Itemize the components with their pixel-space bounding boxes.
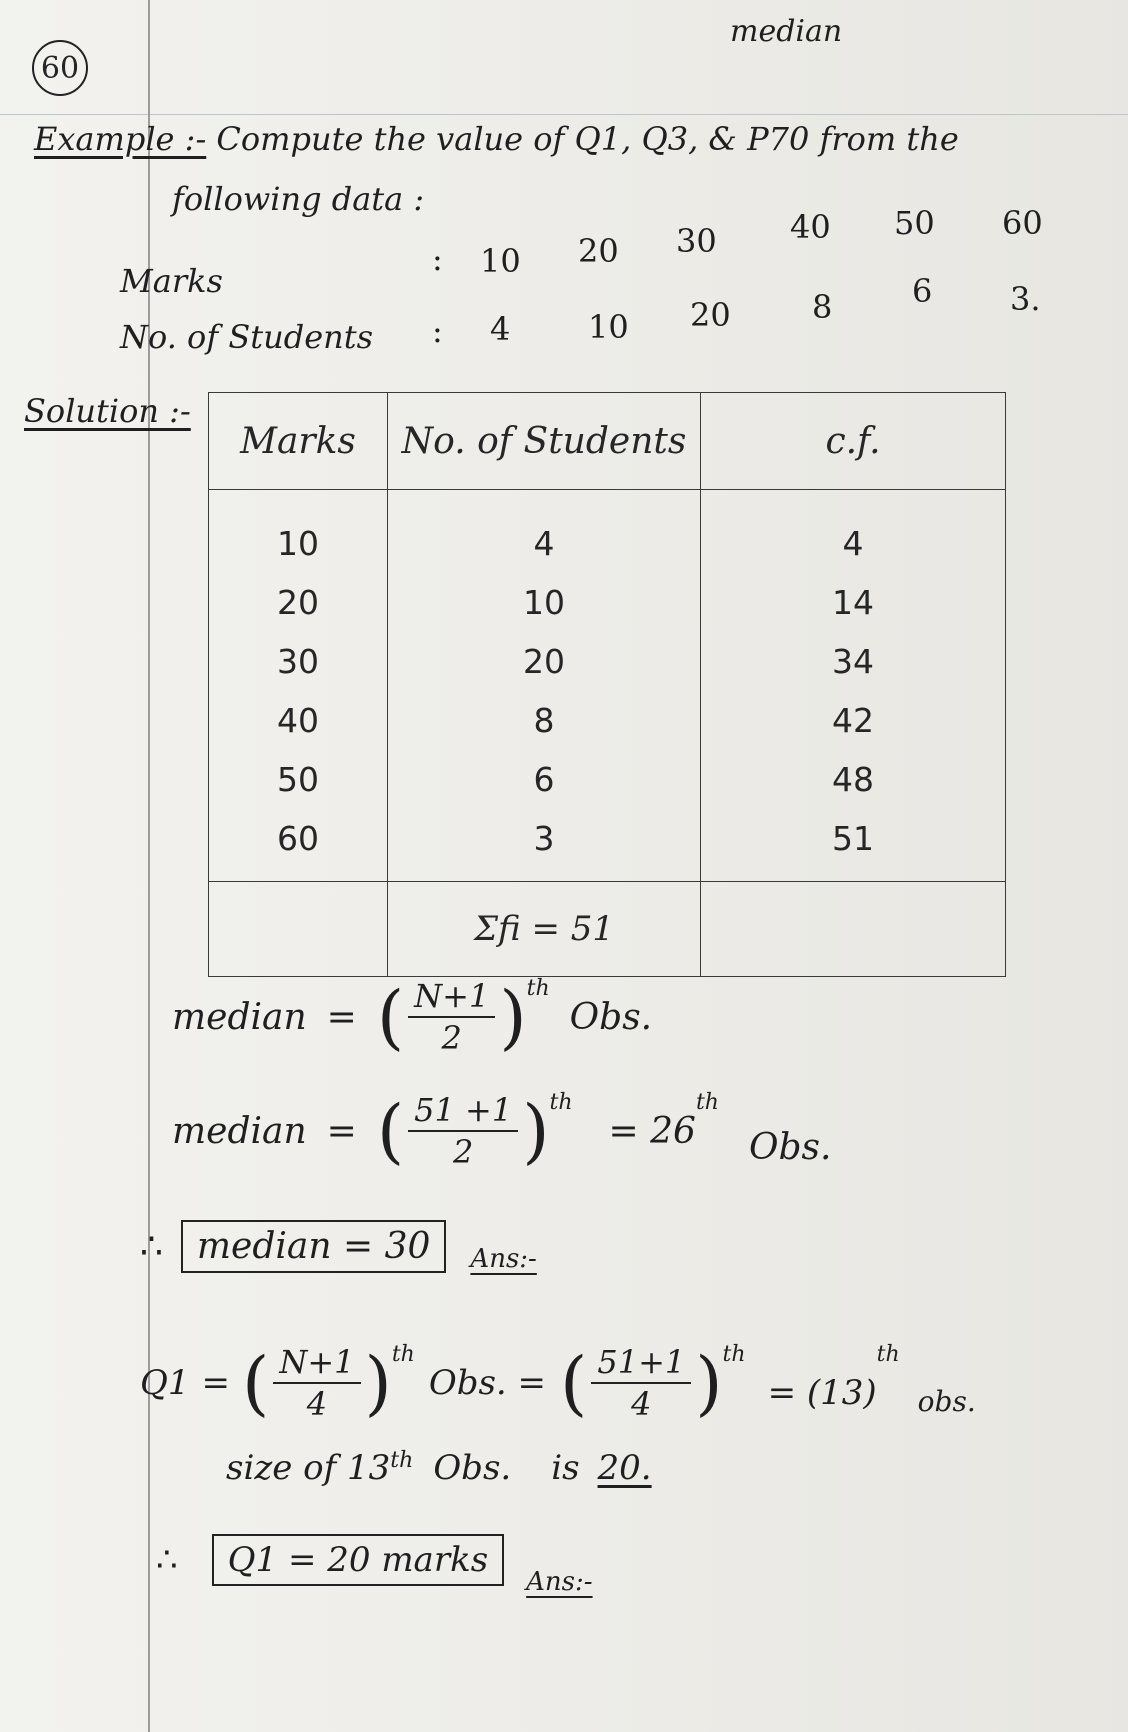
obs-label: Obs. xyxy=(748,1126,832,1168)
paren-close: ) xyxy=(522,1090,550,1172)
median-answer-box: median = 30 xyxy=(181,1220,447,1273)
table-cell: 30 xyxy=(277,642,319,681)
paren-open: ( xyxy=(376,976,405,1058)
fraction-numerator: N+1 xyxy=(273,1342,360,1384)
page-number: 60 xyxy=(32,40,88,96)
paren-close: ) xyxy=(364,1342,392,1424)
q1-size-line xyxy=(226,1448,652,1488)
given-student-value: 4 xyxy=(490,310,511,348)
table-cell: 4 xyxy=(533,524,555,563)
q1-answer-box: Q1 = 20 marks xyxy=(212,1534,505,1586)
table-cell: 8 xyxy=(533,701,555,740)
q1-answer xyxy=(156,1534,593,1597)
fraction xyxy=(408,976,495,1058)
given-mark-value: 30 xyxy=(676,222,717,260)
table-cell-empty xyxy=(701,882,1006,977)
obs-label: Obs. xyxy=(433,1448,512,1488)
fraction xyxy=(408,1090,518,1172)
fraction-numerator: 51+1 xyxy=(591,1342,691,1384)
median-result: = 26 xyxy=(608,1110,696,1152)
superscript: th xyxy=(391,1342,415,1367)
given-colon-2: : xyxy=(432,312,443,350)
example-text-line2: following data : xyxy=(172,180,425,218)
table-cell: 10 xyxy=(277,524,319,563)
fraction-numerator: N+1 xyxy=(408,976,495,1018)
paren-close: ) xyxy=(695,1342,723,1424)
table-cell: 40 xyxy=(277,701,319,740)
students-column xyxy=(388,490,701,882)
paren-open: ( xyxy=(376,1090,405,1172)
table-cell: 34 xyxy=(832,642,874,681)
table-cell: 10 xyxy=(523,583,565,622)
ans-label: Ans:- xyxy=(470,1243,537,1274)
margin-line xyxy=(148,0,150,1732)
table-cell: 51 xyxy=(832,819,874,858)
given-student-value: 6 xyxy=(912,272,933,310)
table-cell: 48 xyxy=(832,760,874,799)
median-formula xyxy=(172,976,652,1058)
is-text: is xyxy=(551,1448,580,1488)
fraction-denominator: 4 xyxy=(631,1385,652,1423)
median-answer xyxy=(140,1220,537,1273)
superscript: th xyxy=(876,1342,900,1367)
table-total-row xyxy=(209,882,1006,977)
frequency-table xyxy=(208,392,1006,977)
table-cell: 6 xyxy=(533,760,555,799)
table-cell: 20 xyxy=(523,642,565,681)
table-header: No. of Students xyxy=(388,393,701,490)
q1-size-value: 20. xyxy=(597,1448,652,1488)
given-mark-value: 60 xyxy=(1002,204,1043,242)
paren-open: ( xyxy=(242,1342,270,1424)
example-heading xyxy=(34,120,959,158)
table-cell: 50 xyxy=(277,760,319,799)
example-label: Example :- xyxy=(34,120,207,158)
superscript: th xyxy=(695,1090,719,1115)
table-body-row xyxy=(209,490,1006,882)
paren-open: ( xyxy=(560,1342,588,1424)
fraction-denominator: 2 xyxy=(452,1133,474,1171)
table-cell: 20 xyxy=(277,583,319,622)
table-cell: 14 xyxy=(832,583,874,622)
table-header: c.f. xyxy=(701,393,1006,490)
fraction xyxy=(591,1342,691,1424)
obs-equals: Obs. = xyxy=(428,1363,547,1403)
superscript: th xyxy=(390,1448,414,1473)
table-cell: 3 xyxy=(533,819,555,858)
table-cell-empty xyxy=(209,882,388,977)
given-students-label: No. of Students xyxy=(120,318,374,356)
insert-word-median: median xyxy=(730,14,843,49)
given-mark-value: 10 xyxy=(480,242,521,280)
equals-sign: = xyxy=(326,1110,357,1152)
table-cell: 60 xyxy=(277,819,319,858)
therefore-symbol: ∴ xyxy=(140,1226,163,1267)
q1-formula xyxy=(140,1342,976,1424)
obs-label: Obs. xyxy=(569,996,653,1038)
q1-label: Q1 xyxy=(140,1363,190,1403)
paren-close: ) xyxy=(499,976,527,1058)
q1-result: = (13) xyxy=(767,1373,877,1413)
fraction xyxy=(273,1342,360,1424)
given-marks-label: Marks xyxy=(120,262,223,300)
given-mark-value: 20 xyxy=(578,232,619,270)
given-colon-1: : xyxy=(432,240,443,278)
superscript: th xyxy=(722,1342,746,1367)
cf-column xyxy=(701,490,1006,882)
table-cell: 4 xyxy=(842,524,864,563)
given-student-value: 8 xyxy=(812,288,833,326)
marks-column xyxy=(209,490,388,882)
given-mark-value: 40 xyxy=(790,208,831,246)
equals-sign: = xyxy=(201,1363,231,1403)
equals-sign: = xyxy=(326,996,357,1038)
given-student-value: 3. xyxy=(1010,280,1041,318)
solution-label: Solution :- xyxy=(24,392,191,430)
ruled-line xyxy=(0,114,1128,115)
ans-label: Ans:- xyxy=(526,1567,593,1597)
table-cell: 42 xyxy=(832,701,874,740)
example-text-line1: Compute the value of Q1, Q3, & P70 from the xyxy=(216,120,959,158)
table-header: Marks xyxy=(209,393,388,490)
median-label: median xyxy=(172,996,307,1038)
size-text: size of 13 xyxy=(226,1448,391,1488)
table-header-row xyxy=(209,393,1006,490)
median-label: median xyxy=(172,1110,307,1152)
fraction-denominator: 2 xyxy=(441,1019,462,1057)
fraction-numerator: 51 +1 xyxy=(408,1090,518,1132)
superscript: th xyxy=(549,1090,573,1115)
given-mark-value: 50 xyxy=(894,204,935,242)
given-student-value: 10 xyxy=(588,308,629,346)
fraction-denominator: 4 xyxy=(306,1385,328,1423)
therefore-symbol: ∴ xyxy=(156,1540,178,1580)
given-student-value: 20 xyxy=(690,296,731,334)
median-calculation xyxy=(172,1090,831,1172)
table-total: Σfi = 51 xyxy=(388,882,701,977)
superscript: th xyxy=(526,976,550,1001)
obs-label: obs. xyxy=(917,1384,976,1418)
